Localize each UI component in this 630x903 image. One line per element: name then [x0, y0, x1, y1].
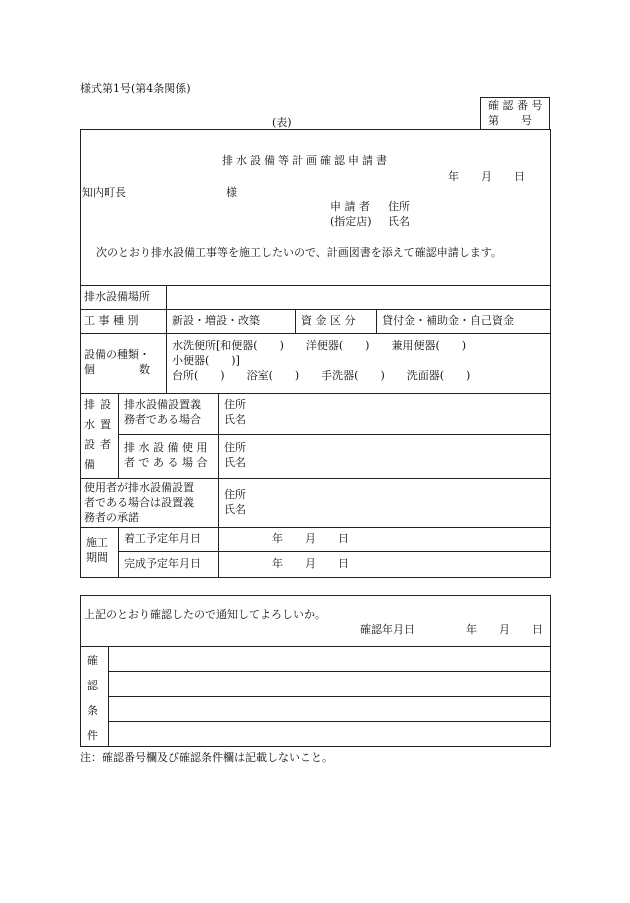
intro-text: 次のとおり排水設備工事等を施工したいので、計画図書を添えて確認申請します。 — [96, 246, 502, 259]
start-date-label: 着工予定年月日 — [124, 532, 201, 545]
owner-case-1: 排水設備設置義 — [124, 398, 201, 411]
start-date-ymd: 年 月 日 — [272, 532, 349, 545]
fund-label: 資 金 区 分 — [301, 314, 356, 327]
equipment-line-1: 水洗便所[和便器( ) 洋便器( ) 兼用便器( ) — [172, 339, 467, 352]
end-date-label: 完成予定年月日 — [124, 557, 201, 570]
user-address-label: 住所 — [224, 441, 246, 454]
confirmation-notice: 上記のとおり確認したので通知してよろしいか。 — [84, 608, 326, 621]
owner-case-2: 務者である場合 — [124, 413, 201, 426]
application-form — [80, 129, 551, 578]
user-case-1: 排 水 設 備 使 用 — [124, 441, 208, 454]
addressee: 知内町長 — [82, 186, 126, 199]
location-label: 排水設備場所 — [84, 290, 150, 303]
period-label-2: 期間 — [86, 551, 108, 564]
installer-v-7: 備 — [84, 458, 95, 471]
footnote: 注：確認番号欄及び確認条件欄は記載しないこと。 — [80, 751, 333, 764]
consent-1: 使用者が排水設備設置 — [84, 481, 194, 494]
installer-v-6: 者 — [100, 438, 111, 451]
fund-value: 貸付金・補助金・自己資金 — [382, 314, 514, 327]
consent-2: 者である場合は設置義 — [84, 496, 194, 509]
owner-name-label: 氏名 — [224, 413, 246, 426]
condition-char-4: 件 — [87, 729, 98, 742]
condition-char-3: 条 — [87, 704, 98, 717]
installer-v-1: 排 — [84, 398, 95, 411]
form-number: 様式第1号(第4条関係) — [80, 82, 191, 95]
application-date: 年 月 日 — [448, 170, 525, 183]
side-label: (表) — [272, 116, 292, 129]
form-title: 排水設備等計画確認申請書 — [222, 154, 390, 167]
equipment-label-1: 設備の種類・ — [84, 348, 150, 361]
period-label-1: 施工 — [86, 536, 108, 549]
user-case-2: 者 で あ る 場 合 — [124, 456, 208, 469]
installer-v-2: 設 — [100, 398, 111, 411]
condition-char-1: 確 — [87, 654, 98, 667]
owner-address-label: 住所 — [224, 398, 246, 411]
work-type-value: 新設・増設・改築 — [172, 314, 260, 327]
consent-3: 務者の承諾 — [84, 511, 139, 524]
applicant-name-label: 氏名 — [388, 215, 410, 228]
work-type-label: 工 事 種 別 — [84, 314, 139, 327]
installer-v-3: 水 — [84, 418, 95, 431]
designated-label: (指定店) — [330, 215, 372, 228]
equipment-line-3: 台所( ) 浴室( ) 手洗器( ) 洗面器( ) — [172, 369, 471, 382]
confirm-number-value: 第 号 — [488, 114, 532, 127]
installer-v-4: 置 — [100, 418, 111, 431]
applicant-label: 申 請 者 — [330, 200, 370, 213]
consent-name-label: 氏名 — [224, 503, 246, 516]
applicant-address-label: 住所 — [388, 200, 410, 213]
confirm-number-label: 確 認 番 号 — [488, 99, 543, 112]
end-date-ymd: 年 月 日 — [272, 557, 349, 570]
equipment-line-2: 小便器( )] — [172, 354, 240, 367]
user-name-label: 氏名 — [224, 456, 246, 469]
condition-char-2: 認 — [87, 679, 98, 692]
confirmation-date-ymd: 年 月 日 — [466, 623, 543, 636]
equipment-label-2: 個 数 — [84, 363, 150, 376]
confirmation-date-label: 確認年月日 — [360, 623, 415, 636]
addressee-sama: 様 — [226, 186, 237, 199]
consent-address-label: 住所 — [224, 488, 246, 501]
installer-v-5: 設 — [84, 438, 95, 451]
